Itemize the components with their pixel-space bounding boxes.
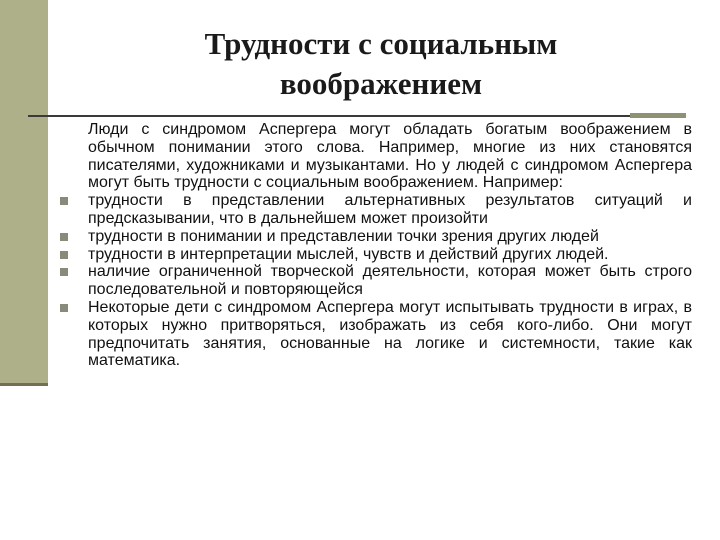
sidebar-divider	[0, 383, 48, 386]
bullet-item: трудности в понимании и представлении точки зрения других людей	[58, 228, 692, 246]
slide-body	[58, 121, 692, 370]
slide-title-line-2: воображением	[279, 66, 483, 101]
slide-title-line-1: Трудности с социальным	[204, 26, 558, 61]
bullet-item: Некоторые дети с синдромом Аспергера могут испытывать трудности в играх, в которых нужно притворяться, изображать из себя кого-либо. Они могут предпочитать занятия, основанные на логике и системности, такие как математика.	[58, 299, 692, 370]
decorative-sidebar-bar	[0, 0, 48, 383]
bullet-item: трудности в интерпретации мыслей, чувств и действий других людей.	[58, 246, 692, 264]
bullet-item: трудности в представлении альтернативных результатов ситуаций и предсказывании, что в дальнейшем может произойти	[58, 192, 692, 228]
intro-paragraph: Люди с синдромом Аспергера могут обладать богатым воображением в обычном понимании этого слова. Например, многие из них становятся писателями, художниками и музыкантами. Но у людей с синдромом Аспергера могут быть трудности с социальным воображением. Например:	[88, 121, 692, 192]
bullet-item: наличие ограниченной творческой деятельности, которая может быть строго последовательной и повторяющейся	[58, 263, 692, 299]
title-underline	[28, 115, 630, 117]
slide-title	[96, 24, 666, 104]
title-underline-accent	[630, 113, 686, 118]
